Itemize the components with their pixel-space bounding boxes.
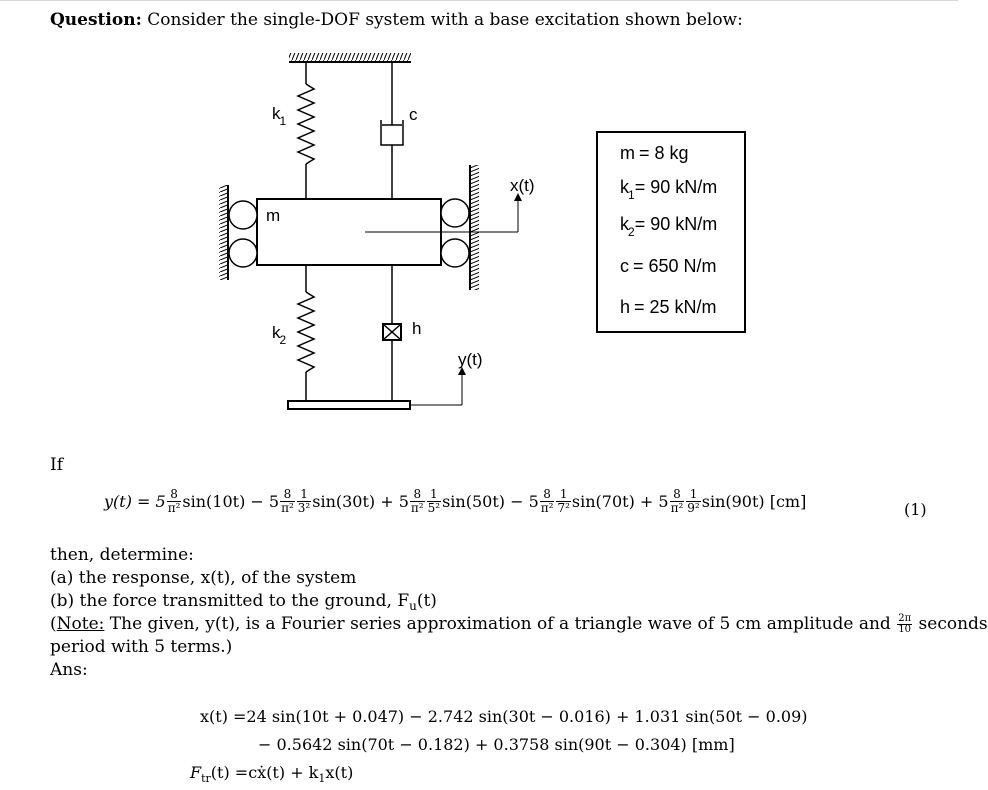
if-label: If xyxy=(50,455,64,475)
frac-term3a: $\frac{8}{\text{π²}}$ xyxy=(410,487,424,515)
equation-y xyxy=(104,488,806,515)
label-k2: $k_2$ xyxy=(272,323,287,347)
question-text: Consider the single-DOF system with a base excitation shown below: xyxy=(141,10,743,30)
task-a: (a) the response, x(t), of the system xyxy=(50,568,357,588)
param-k2: $k_2= 90$ kN/m xyxy=(620,214,718,239)
frac-term4b: $\frac{1}{\text{7²}}$ xyxy=(557,487,570,515)
trig-term1: sin(10t) − 5 xyxy=(182,492,280,511)
answer-line3: $F_{tr}(t)$ =cẋ(t) + $k_1x(t)$ xyxy=(190,763,354,785)
label-k1: $k_1$ xyxy=(272,104,287,128)
mass-block xyxy=(257,193,522,265)
frac-term2a: $\frac{8}{\text{π²}}$ xyxy=(281,487,294,515)
note-line2: period with 5 terms.) xyxy=(50,637,233,657)
ceiling-support xyxy=(289,53,411,62)
tasks-intro: then, determine: xyxy=(50,545,194,565)
frac-term2b: $\frac{1}{\text{3²}}$ xyxy=(297,487,311,515)
parameters-box xyxy=(596,131,746,333)
question-label: Question: xyxy=(50,10,142,30)
frac-term5a: $\frac{8}{\text{π²}}$ xyxy=(670,487,684,515)
equation-lhs: y(t) = 5 xyxy=(104,492,166,511)
label-y: y(t) xyxy=(458,350,483,369)
param-c: c = 650 N/m xyxy=(620,256,717,276)
frac-term1: $\frac{8}{\text{π²}}$ xyxy=(167,487,181,515)
spring-k1 xyxy=(298,62,314,199)
trig-term5: sin(90t) [cm] xyxy=(701,492,807,511)
note-label: Note: xyxy=(56,614,105,634)
trig-term2: sin(30t) + 5 xyxy=(312,492,409,511)
frac-term5b: $\frac{1}{\text{9²}}$ xyxy=(687,487,700,515)
base-plate xyxy=(288,367,466,409)
equation-number: (1) xyxy=(904,500,927,519)
param-h: h = 25 kN/m xyxy=(620,297,717,317)
task-b: (b) the force transmitted to the ground, $F_u(t)$ xyxy=(50,591,437,613)
label-h: h xyxy=(412,319,422,338)
right-wall xyxy=(441,165,479,290)
answer-label: Ans: xyxy=(50,660,88,680)
frac-term3b: $\frac{1}{\text{5²}}$ xyxy=(427,487,441,515)
damper-c xyxy=(381,62,403,199)
spring-k2 xyxy=(298,265,314,401)
param-m: m = 8 kg xyxy=(620,143,689,163)
label-x: x(t) xyxy=(510,176,535,195)
left-wall xyxy=(219,185,257,280)
note-line1: (Note: The given, y(t), is a Fourier series approximation of a triangle wave of 5 cm amplitude and $\frac{2\pi}{10}$ seconds xyxy=(50,613,988,635)
trig-term3: sin(50t) − 5 xyxy=(442,492,539,511)
trig-term4: sin(70t) + 5 xyxy=(571,492,669,511)
label-m: m xyxy=(266,206,281,225)
param-k1: $k_1= 90$ kN/m xyxy=(620,177,718,202)
answer-line2: − 0.5642 sin(70t − 0.182) + 0.3758 sin(90t − 0.304) [mm] xyxy=(258,735,735,754)
label-c: c xyxy=(409,105,418,124)
answer-line1: x(t) =24 sin(10t + 0.047) − 2.742 sin(30t − 0.016) + 1.031 sin(50t − 0.09) xyxy=(200,707,808,726)
hysteretic-element-h xyxy=(383,265,401,401)
note-period-frac: $\frac{2\pi}{10}$ xyxy=(898,613,912,635)
frac-term4a: $\frac{8}{\text{π²}}$ xyxy=(540,487,554,515)
